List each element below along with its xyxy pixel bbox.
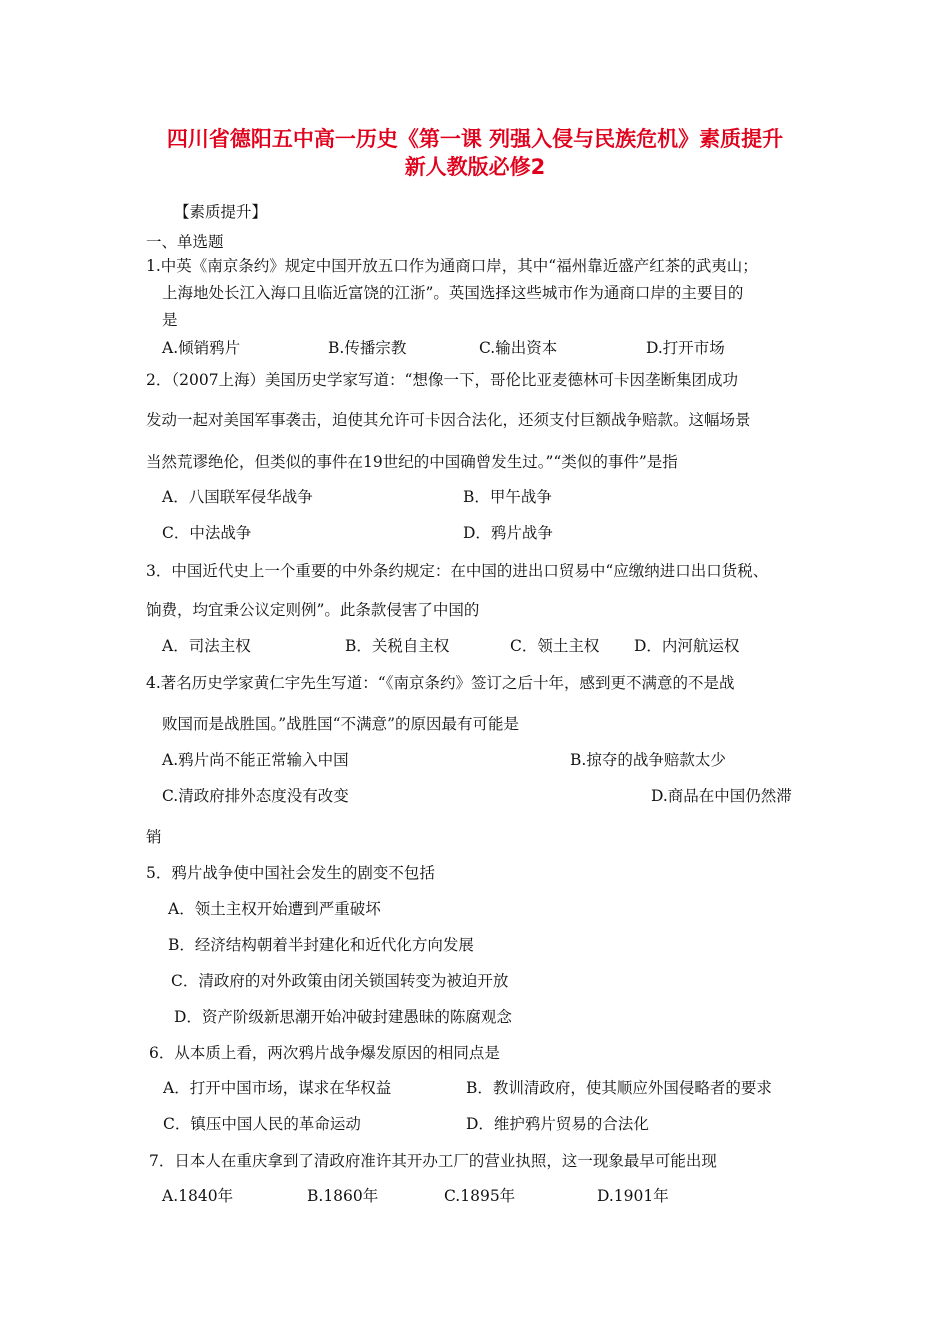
q6-option-d: D．维护鸦片贸易的合法化 [466,1115,649,1133]
q3-stem-line2: 饷费，均宜秉公议定则例”。此条款侵害了中国的 [146,601,480,619]
q4-option-c: C.清政府排外态度没有改变 [162,787,349,805]
q2-stem-line3: 当然荒谬绝伦，但类似的事件在19世纪的中国确曾发生过。”“类似的事件”是指 [146,453,678,471]
q1-stem-line2: 上海地处长江入海口且临近富饶的江浙”。英国选择这些城市作为通商口岸的主要目的 [162,284,744,302]
q2-option-c: C．中法战争 [162,524,252,542]
q1-option-b: B.传播宗教 [328,339,407,357]
document-title-line1: 四川省德阳五中高一历史《第一课 列强入侵与民族危机》素质提升 [166,127,784,151]
q7-option-d: D.1901年 [597,1187,669,1205]
document-title-line2: 新人教版必修2 [404,155,546,179]
q4-option-d-wrap: 销 [146,828,162,846]
q5-option-c: C．清政府的对外政策由闭关锁国转变为被迫开放 [171,972,509,990]
q7-option-c: C.1895年 [444,1187,516,1205]
q6-stem-line1: 6．从本质上看，两次鸦片战争爆发原因的相同点是 [149,1044,500,1062]
q7-stem-line1: 7．日本人在重庆拿到了清政府准许其开办工厂的营业执照，这一现象最早可能出现 [149,1152,717,1170]
q6-option-c: C．镇压中国人民的革命运动 [163,1115,361,1133]
q3-option-b: B．关税自主权 [345,637,450,655]
q7-option-a: A.1840年 [162,1187,234,1205]
q5-stem-line1: 5．鸦片战争使中国社会发生的剧变不包括 [146,864,435,882]
q2-stem-line1: 2．（2007上海）美国历史学家写道：“想像一下，哥伦比亚麦德林可卡因垄断集团成功 [146,371,738,389]
q3-option-d: D．内河航运权 [634,637,740,655]
q4-stem-line2: 败国而是战胜国。”战胜国“不满意”的原因最有可能是 [162,715,520,733]
q7-option-b: B.1860年 [307,1187,379,1205]
q4-option-a: A.鸦片尚不能正常输入中国 [162,751,349,769]
q3-option-a: A．司法主权 [162,637,251,655]
q1-option-d: D.打开市场 [646,339,725,357]
q6-option-b: B．教训清政府，使其顺应外国侵略者的要求 [466,1079,772,1097]
q3-option-c: C．领土主权 [510,637,600,655]
q2-option-a: A．八国联军侵华战争 [162,488,313,506]
q6-option-a: A．打开中国市场，谋求在华权益 [163,1079,392,1097]
q1-stem-line3: 是 [162,311,178,329]
q4-stem-line1: 4.著名历史学家黄仁宇先生写道：“《南京条约》签订之后十年，感到更不满意的不是战 [146,674,735,692]
q4-option-b: B.掠夺的战争赔款太少 [570,751,726,769]
q2-option-b: B．甲午战争 [463,488,552,506]
q3-stem-line1: 3．中国近代史上一个重要的中外条约规定：在中国的进出口贸易中“应缴纳进口出口货税、 [146,562,769,580]
q1-option-c: C.输出资本 [479,339,558,357]
q2-option-d: D．鸦片战争 [463,524,553,542]
part-label: 一、单选题 [146,233,224,251]
q1-stem-line1: 1.中英《南京条约》规定中国开放五口作为通商口岸，其中“福州靠近盛产红茶的武夷山； [146,257,758,275]
q5-option-b: B．经济结构朝着半封建化和近代化方向发展 [168,936,474,954]
section-label: 【素质提升】 [174,203,268,221]
q2-stem-line2: 发动一起对美国军事袭击，迫使其允许可卡因合法化，还须支付巨额战争赔款。这幅场景 [146,411,751,429]
q1-option-a: A.倾销鸦片 [162,339,241,357]
q5-option-a: A．领土主权开始遭到严重破坏 [168,900,381,918]
q4-option-d: D.商品在中国仍然滞 [651,787,792,805]
q5-option-d: D．资产阶级新思潮开始冲破封建愚昧的陈腐观念 [174,1008,512,1026]
